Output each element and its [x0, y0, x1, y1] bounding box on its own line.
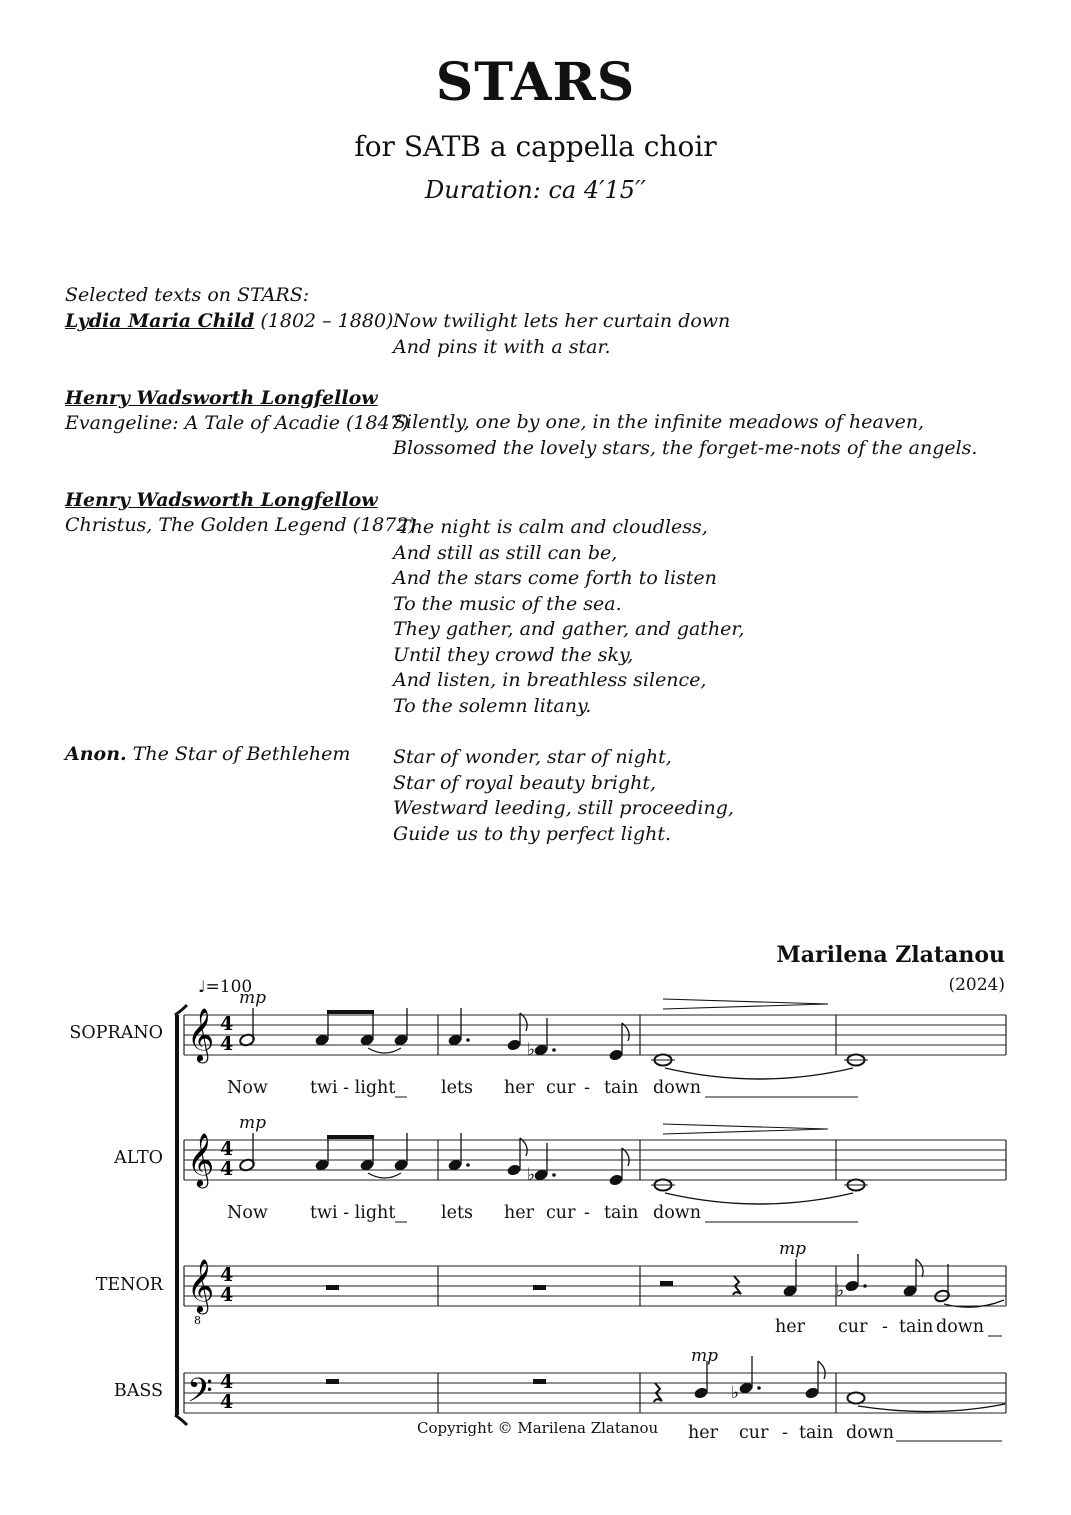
part-name-bass: BASS	[113, 1381, 163, 1401]
part-name-alto: ALTO	[114, 1148, 163, 1168]
lyric-syllable: -	[584, 1078, 590, 1098]
text-source: (1802 – 1880)	[254, 310, 394, 332]
lyric-syllable: twi - light	[310, 1203, 396, 1223]
alto-notes	[239, 1124, 868, 1204]
text-source: Christus, The Golden Legend (1872)	[65, 514, 416, 536]
bracket-top	[175, 1005, 187, 1015]
composition-year: (2024)	[948, 975, 1005, 995]
lyric-syllable: cur	[546, 1078, 576, 1098]
part-name-tenor: TENOR	[95, 1275, 163, 1295]
poem-line: And pins it with a star.	[393, 335, 611, 358]
lyric-syllable: tain	[799, 1423, 834, 1443]
poem-line: And listen, in breathless silence,	[393, 669, 707, 691]
poem-line: And still as still can be,	[393, 541, 618, 564]
lyric-syllable: twi - light	[310, 1078, 396, 1098]
composer-name: Marilena Zlatanou	[776, 942, 1005, 968]
page-title: STARS	[435, 52, 636, 113]
poem-line: To the music of the sea.	[393, 592, 622, 615]
text-source: Evangeline: A Tale of Acadie (1847)	[65, 412, 410, 434]
svg-text:4: 4	[220, 1138, 234, 1160]
lyric-syllable: cur	[546, 1203, 576, 1223]
svg-text:4: 4	[220, 1158, 234, 1180]
lyric-syllable: her	[775, 1317, 805, 1337]
svg-text:♭: ♭	[731, 1383, 740, 1403]
poem-line: Blossomed the lovely stars, the forget-me-nots of the angels.	[393, 436, 978, 459]
tenor-notes	[326, 1254, 1004, 1307]
lyric-syllable: -	[882, 1317, 888, 1337]
svg-text:♭: ♭	[836, 1281, 845, 1301]
text-author: Anon.	[65, 743, 127, 765]
lyric-syllable: her	[688, 1423, 718, 1443]
poem-line: Star of wonder, star of night,	[393, 746, 672, 768]
text-source: The Star of Bethlehem	[126, 743, 351, 765]
lyric-syllable: -	[782, 1423, 788, 1443]
lyric-syllable: her	[504, 1078, 534, 1098]
text-author: Lydia Maria Child	[65, 310, 255, 332]
lyric-syllable: her	[504, 1203, 534, 1223]
lyric-syllable: cur	[838, 1317, 868, 1337]
lyric-syllable: down	[653, 1203, 701, 1223]
svg-text:4: 4	[220, 1013, 234, 1035]
svg-text:4: 4	[220, 1371, 234, 1393]
poem-line: And the stars come forth to listen	[393, 567, 717, 589]
lyric-syllable: tain	[604, 1203, 639, 1223]
bass-clef-icon: 𝄢	[187, 1372, 213, 1418]
text-author: Henry Wadsworth Longfellow	[65, 387, 378, 409]
texts-intro: Selected texts on STARS:	[65, 284, 310, 306]
staff-tenor	[184, 1266, 1006, 1306]
lyric-syllable: lets	[441, 1078, 473, 1098]
staff-bass	[184, 1373, 1006, 1413]
lyric-syllable: down	[936, 1317, 984, 1337]
lyric-syllable: cur	[739, 1423, 769, 1443]
svg-text:4: 4	[220, 1264, 234, 1286]
poem-line: Now twilight lets her curtain down	[393, 310, 731, 332]
lyric-syllable: down	[653, 1078, 701, 1098]
poem-line: The night is calm and cloudless,	[398, 516, 708, 538]
poem-line: Until they crowd the sky,	[393, 643, 634, 666]
poem-line: They gather, and gather, and gather,	[393, 618, 745, 640]
svg-text:4: 4	[220, 1033, 234, 1055]
staff-soprano	[184, 1015, 1006, 1055]
part-name-soprano: SOPRANO	[69, 1023, 163, 1043]
quarter-note-icon: ♩	[198, 977, 206, 996]
lyric-syllable: Now	[227, 1203, 268, 1223]
duration: Duration: ca 4′15′′	[425, 176, 646, 204]
dynamic-marking: mp	[239, 988, 267, 1008]
poem-line: Silently, one by one, in the infinite meadows of heaven,	[393, 411, 925, 433]
system-bracket	[175, 1015, 179, 1415]
svg-text:4: 4	[220, 1391, 234, 1413]
subtitle: for SATB a cappella choir	[354, 130, 717, 163]
lyric-syllable: -	[584, 1203, 590, 1223]
treble-clef-icon: 𝄞	[187, 1007, 215, 1061]
dynamic-marking: mp	[691, 1346, 719, 1366]
bracket-bottom	[175, 1415, 187, 1425]
octave-8-mark: 8	[194, 1314, 201, 1327]
lyric-syllable: Now	[227, 1078, 268, 1098]
text-author: Henry Wadsworth Longfellow	[65, 489, 378, 511]
poem-line: To the solemn litany.	[393, 694, 592, 717]
poem-line: Guide us to thy perfect light.	[393, 822, 672, 845]
lyric-syllable: tain	[899, 1317, 934, 1337]
tempo-marking: ♩=100	[198, 977, 253, 997]
lyric-syllable: tain	[604, 1078, 639, 1098]
svg-text:♭: ♭	[527, 1040, 536, 1060]
treble-clef-icon: 𝄞	[187, 1258, 215, 1312]
svg-text:4: 4	[220, 1284, 234, 1306]
poem-line: Westward leeding, still proceeding,	[393, 797, 734, 819]
soprano-notes	[239, 999, 868, 1079]
staff-alto	[184, 1140, 1006, 1180]
poem-line: Star of royal beauty bright,	[393, 771, 657, 794]
treble-clef-icon: 𝄞	[187, 1132, 215, 1186]
lyric-syllable: lets	[441, 1203, 473, 1223]
dynamic-marking: mp	[239, 1113, 267, 1133]
lyric-syllable: down	[846, 1423, 894, 1443]
dynamic-marking: mp	[779, 1239, 807, 1259]
copyright-notice: Copyright © Marilena Zlatanou	[417, 1419, 659, 1437]
